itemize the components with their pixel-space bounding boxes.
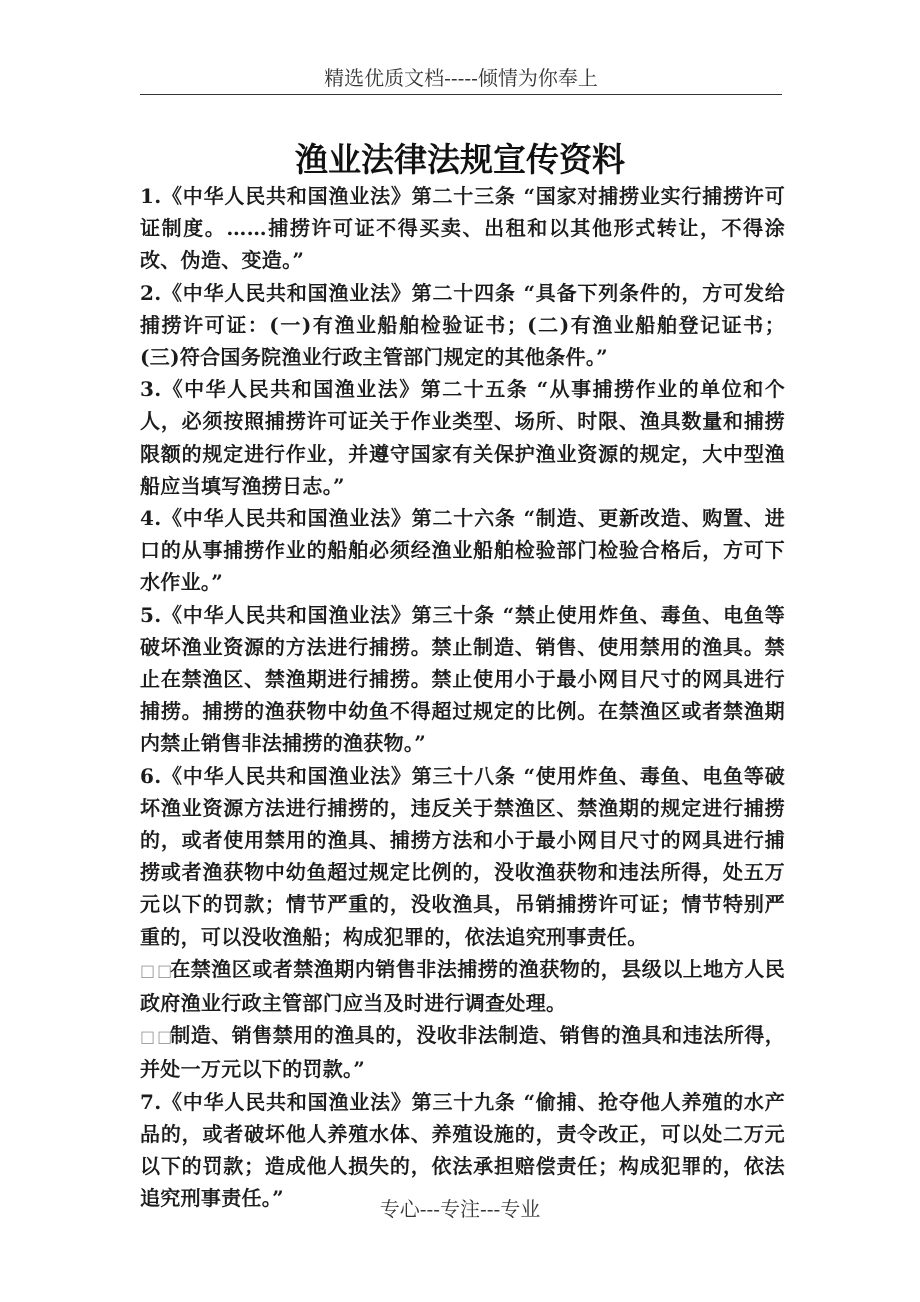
article-paragraph-6-clause-2 [140, 953, 785, 1019]
article-paragraph-2: 2.《中华人民共和国渔业法》第二十四条 “具备下列条件的，方可发给捕捞许可证：(一)有渔业船舶检验证书；(二)有渔业船舶登记证书；(三)符合国务院渔业行政主管部门规定的其他条件。” [140, 280, 785, 370]
document-title: 渔业法律法规宣传资料 [295, 140, 625, 179]
article-paragraph-4: 4.《中华人民共和国渔业法》第二十六条 “制造、更新改造、购置、进口的从事捕捞作业的船舶必须经渔业船舶检验部门检验合格后，方可下水作业。” [140, 506, 785, 595]
article-paragraph-6: 6.《中华人民共和国渔业法》第三十八条 “使用炸鱼、毒鱼、电鱼等破坏渔业资源方法进行捕捞的，违反关于禁渔区、禁渔期的规定进行捕捞的，或者使用禁用的渔具、捕捞方法和小于最小网目尺寸的网具进行捕捞或者渔获物中幼鱼超过规定比例的，没收渔获物和违法所得，处五万元以下的罚款；情节严重的，没收渔具，吊销捕捞许可证；情节特别严重的，可以没收渔船；构成犯罪的，依法追究刑事责任。 [140, 763, 785, 949]
article-paragraph-5: 5.《中华人民共和国渔业法》第三十条 “禁止使用炸鱼、毒鱼、电鱼等破坏渔业资源的方法进行捕捞。禁止制造、销售、使用禁用的渔具。禁止在禁渔区、禁渔期进行捕捞。禁止使用小于最小网目尺寸的网具进行捕捞。捕捞的渔获物中幼鱼不得超过规定的比例。在禁渔区或者禁渔期内禁止销售非法捕捞的渔获物。” [140, 602, 785, 756]
article-paragraph-7: 7.《中华人民共和国渔业法》第三十九条 “偷捕、抢夺他人养殖的水产品的，或者破坏他人养殖水体、养殖设施的，责令改正，可以处二万元以下的罚款；造成他人损失的，依法承担赔偿责任；构成犯罪的，依法追究刑事责任。” [140, 1089, 785, 1211]
indent-placeholder-glyphs: □□ [140, 960, 175, 980]
document-body [140, 180, 785, 1215]
page-header: 精选优质文档-----倾情为你奉上 [140, 62, 782, 95]
page-footer: 专心---专注---专业 [379, 1197, 541, 1221]
article-paragraph-6-clause-3 [140, 1019, 785, 1085]
clause-text: 制造、销售禁用的渔具的，没收非法制造、销售的渔具和违法所得，并处一万元以下的罚款。” [140, 1023, 785, 1082]
article-paragraph-3: 3.《中华人民共和国渔业法》第二十五条 “从事捕捞作业的单位和个人，必须按照捕捞许可证关于作业类型、场所、时限、渔具数量和捕捞限额的规定进行作业，并遵守国家有关保护渔业资源的规定，大中型渔船应当填写渔捞日志。” [140, 377, 785, 498]
indent-placeholder-glyphs: □□ [140, 1027, 175, 1047]
article-paragraph-1: 1.《中华人民共和国渔业法》第二十三条 “国家对捕捞业实行捕捞许可证制度。……捕捞许可证不得买卖、出租和以其他形式转让，不得涂改、伪造、变造。” [140, 184, 785, 273]
clause-text: 在禁渔区或者禁渔期内销售非法捕捞的渔获物的，县级以上地方人民政府渔业行政主管部门应当及时进行调查处理。 [140, 956, 785, 1016]
